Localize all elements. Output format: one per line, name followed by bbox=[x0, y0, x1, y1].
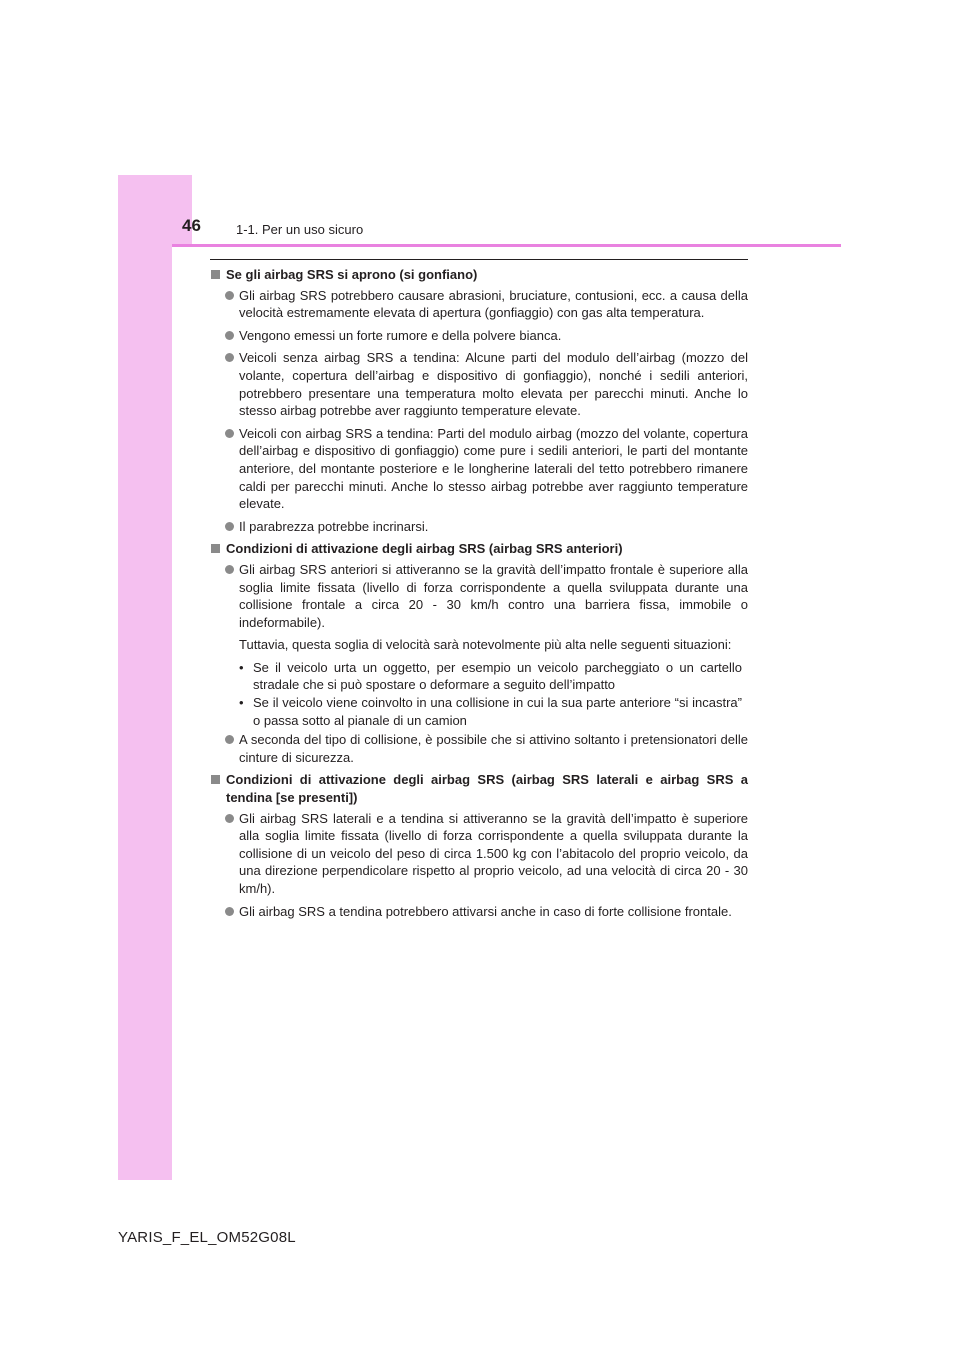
circle-bullet-icon bbox=[225, 429, 234, 438]
circle-bullet-icon bbox=[225, 907, 234, 916]
square-bullet-icon bbox=[211, 544, 220, 553]
list-item-text: Veicoli con airbag SRS a tendina: Parti del modulo airbag (mozzo del volante, copertura dell’airbag e dispositivo di gonfiaggio) come pure i sedili anteriori, le parti del montante anteriore, del montante posteriore e le longherine laterali del tetto potrebbero rimanere caldi per parecchi minuti. Anche lo stesso airbag potrebbe aver raggiunto temperature elevate. bbox=[239, 425, 748, 512]
list-item-text: A seconda del tipo di collisione, è possibile che si attivino soltanto i pretensionatori delle cinture di sicurezza. bbox=[239, 732, 748, 765]
heading-text: Condizioni di attivazione degli airbag SRS (airbag SRS anteriori) bbox=[226, 541, 623, 557]
list-item-text: Gli airbag SRS laterali e a tendina si attiveranno se la gravità dell’impatto è superiore alla soglia limite fissata (livello di forza corrispondente a quella sviluppata durante la collisione di un veicolo del peso di circa 1.500 kg con l’abitacolo del proprio veicolo, da una direzione perpendicolare rispetto al proprio veicolo, ad una velocità di circa 20 - 30 km/h). bbox=[239, 810, 748, 896]
list-item-text: Veicoli senza airbag SRS a tendina: Alcune parti del modulo dell’airbag (mozzo del volante, copertura dell’airbag e dispositivo di gonfiaggio), nonché i sedili anteriori, potrebbero presentare una temperatura molto elevata per parecchi minuti. Anche lo stesso airbag potrebbe aver raggiunto temperature elevate. bbox=[239, 350, 748, 419]
list-item bbox=[225, 903, 748, 921]
list-item bbox=[225, 731, 748, 766]
heading-text: Condizioni di attivazione degli airbag SRS (airbag SRS laterali e airbag SRS a tendina [se presenti]) bbox=[226, 772, 748, 806]
document-code: YARIS_F_EL_OM52G08L bbox=[118, 1229, 296, 1246]
circle-bullet-icon bbox=[225, 291, 234, 300]
list-item-text: Gli airbag SRS a tendina potrebbero attivarsi anche in caso di forte collisione frontale. bbox=[239, 903, 732, 919]
circle-bullet-icon bbox=[225, 814, 234, 823]
section-heading bbox=[211, 266, 748, 284]
page-number: 46 bbox=[182, 216, 201, 235]
list-item-text: Gli airbag SRS potrebbero causare abrasioni, bruciature, contusioni, ecc. a causa della velocità estremamente elevata di apertura (gonfiaggio) con gas alta temperatura. bbox=[239, 287, 748, 321]
list-item-text: Gli airbag SRS anteriori si attiveranno se la gravità dell’impatto frontale è superiore alla soglia limite fissata (livello di forza corrispondente a quella sviluppata durante una collisione frontale a circa 20 - 30 km/h contro una barriera fissa, immobile o indeformabile). bbox=[239, 561, 748, 630]
sub-list-item bbox=[239, 659, 748, 694]
heading-text: Se gli airbag SRS si aprono (si gonfiano) bbox=[226, 267, 478, 282]
sub-list-item-text: Se il veicolo urta un oggetto, per esempio un veicolo parcheggiato o un cartello stradale che si può spostare o deformare a seguito dell’impatto bbox=[253, 659, 742, 693]
list-item bbox=[225, 327, 748, 345]
dot-marker: • bbox=[239, 659, 244, 675]
square-bullet-icon bbox=[211, 775, 220, 784]
circle-bullet-icon bbox=[225, 522, 234, 531]
list-item bbox=[225, 810, 748, 898]
page-content bbox=[211, 266, 748, 925]
list-item bbox=[225, 425, 748, 513]
paragraph: Tuttavia, questa soglia di velocità sarà notevolmente più alta nelle seguenti situazioni: bbox=[239, 637, 732, 653]
section-heading bbox=[211, 540, 748, 558]
list-item-text: Il parabrezza potrebbe incrinarsi. bbox=[239, 518, 429, 534]
list-item bbox=[225, 287, 748, 322]
sub-list-item-text: Se il veicolo viene coinvolto in una collisione in cui la sua parte anteriore “si incastra” o passa sotto al pianale di un camion bbox=[253, 695, 742, 728]
section-title: 1-1. Per un uso sicuro bbox=[236, 222, 364, 237]
circle-bullet-icon bbox=[225, 735, 234, 744]
list-item bbox=[225, 561, 748, 631]
header-rule bbox=[172, 244, 841, 247]
dot-marker: • bbox=[239, 695, 244, 711]
circle-bullet-icon bbox=[225, 331, 234, 340]
square-bullet-icon bbox=[211, 270, 220, 279]
list-item-text: Vengono emessi un forte rumore e della polvere bianca. bbox=[239, 327, 562, 343]
circle-bullet-icon bbox=[225, 565, 234, 574]
content-divider bbox=[210, 259, 748, 260]
side-color-strip bbox=[118, 175, 172, 1180]
list-item bbox=[225, 518, 748, 536]
list-item bbox=[225, 349, 748, 419]
section-heading bbox=[211, 771, 748, 806]
circle-bullet-icon bbox=[225, 353, 234, 362]
sub-list-item bbox=[239, 694, 748, 729]
